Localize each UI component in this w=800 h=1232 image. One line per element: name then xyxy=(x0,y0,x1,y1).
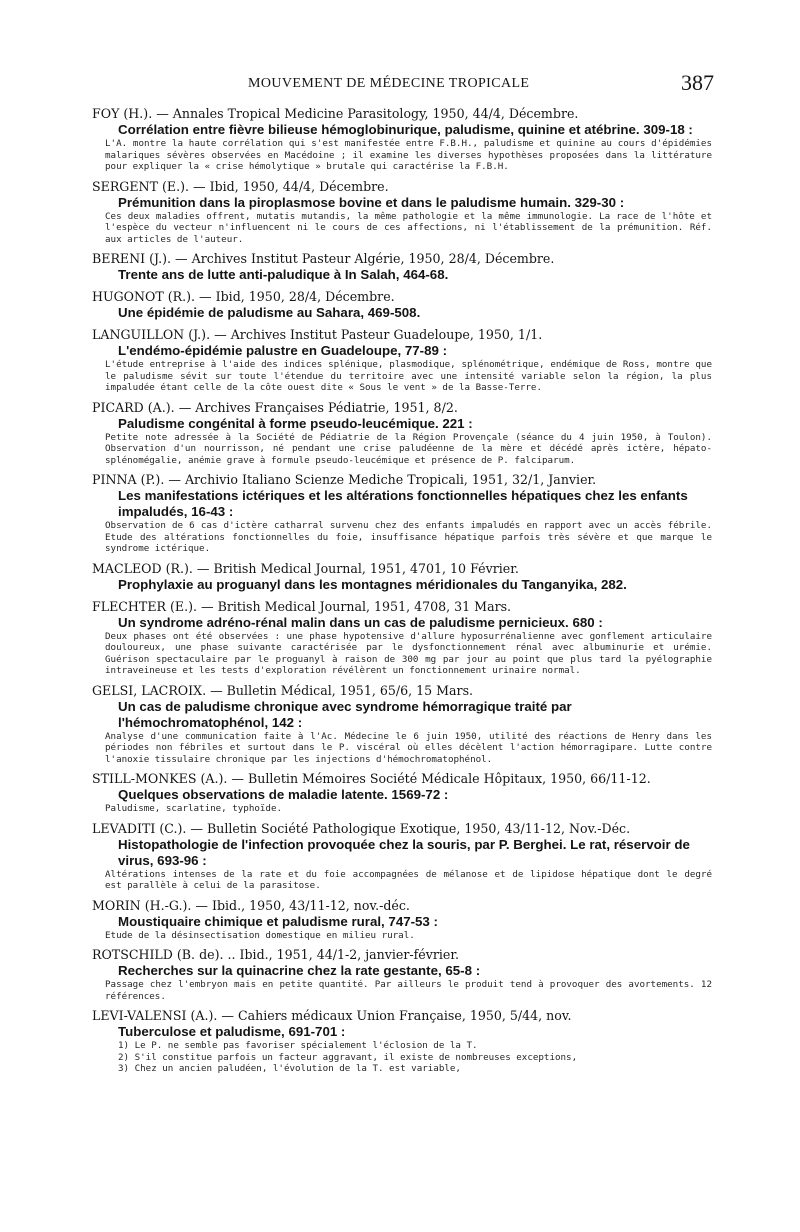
entry-title: Histopathologie de l'infection provoquée chez la souris, par P. Berghei. Le rat, réservoir de virus, 693-96 : xyxy=(118,836,690,868)
entry-title: Paludisme congénital à forme pseudo-leucémique. 221 : xyxy=(118,415,473,431)
bibliography-entry xyxy=(92,1008,714,1075)
entry-citation: FLECHTER (E.). — British Medical Journal, 1951, 4708, 31 Mars. xyxy=(92,598,512,614)
entry-title: Recherches sur la quinacrine chez la rate gestante, 65-8 : xyxy=(118,963,481,978)
entry-citation: SERGENT (E.). — Ibid, 1950, 44/4, Décembre. xyxy=(92,178,389,194)
entry-title: Quelques observations de maladie latente. 1569-72 : xyxy=(118,787,449,802)
bibliography-entry xyxy=(92,179,714,246)
entry-abstract: Petite note adressée à la Société de Pédiatrie de la Région Provençale (séance du 4 juin 1950, à Toulon). Observation d'un nourrisson, né pendant une crise paludéenne de la mère et décédé après ictère, hépato-splénomégalie, anémie grave à formule pseudo-leucémique et présence de P. falciparum. xyxy=(105,431,712,466)
entry-citation: MACLEOD (R.). — British Medical Journal, 1951, 4701, 10 Février. xyxy=(92,560,519,576)
entry-abstract: Paludisme, scarlatine, typhoïde. xyxy=(105,803,283,814)
entry-title: Corrélation entre fièvre bilieuse hémoglobinurique, paludisme, quinine et atébrine. 309-18 : xyxy=(118,122,693,137)
bibliography-entry xyxy=(92,599,714,677)
bibliography-entry xyxy=(92,771,714,815)
entry-citation: STILL-MONKES (A.). — Bulletin Mémoires Société Médicale Hôpitaux, 1950, 66/11-12. xyxy=(92,771,651,786)
entry-abstract: L'A. montre la haute corrélation qui s'est manifestée entre F.B.H., paludisme et quinine au cours d'épidémies malariques sévères observées en Macédoine ; il examine les diverses hypothèses proposées dans la littérature pour expliquer la « crise hémolytique » brutale qui caractérise la F.B.H. xyxy=(105,138,712,172)
entry-citation: MORIN (H.-G.). — Ibid., 1950, 43/11-12, nov.-déc. xyxy=(92,897,410,913)
entry-citation: GELSI, LACROIX. — Bulletin Médical, 1951, 65/6, 15 Mars. xyxy=(92,682,474,698)
entry-citation: HUGONOT (R.). — Ibid, 1950, 28/4, Décembre. xyxy=(92,289,395,304)
entry-citation: ROTSCHILD (B. de). .. Ibid., 1951, 44/1-2, janvier-février. xyxy=(92,947,460,962)
entry-citation: LEVI-VALENSI (A.). — Cahiers médicaux Union Française, 1950, 5/44, nov. xyxy=(92,1008,572,1023)
entry-title: Les manifestations ictériques et les altérations fonctionnelles hépatiques chez les enfants impaludés, 16-43 : xyxy=(118,488,688,519)
entry-abstract: Etude de la désinsectisation domestique en milieu rural. xyxy=(105,929,415,941)
entry-title: Trente ans de lutte anti-paludique à In Salah, 464-68. xyxy=(118,267,449,282)
entry-title: Un cas de paludisme chronique avec syndrome hémorragique traité par l'hémochromatophénol, 142 : xyxy=(118,698,572,730)
entry-title: Une épidémie de paludisme au Sahara, 469-508. xyxy=(118,305,421,320)
bibliography-entry xyxy=(92,472,714,555)
running-head: MOUVEMENT DE MÉDECINE TROPICALE xyxy=(248,76,530,91)
bibliography-entry xyxy=(92,251,714,283)
entry-abstract: Analyse d'une communication faite à l'Ac. Médecine le 6 juin 1950, utilité des réactions de Henry dans les périodes non fébriles et surtout dans le P. viscéral où elles décèlent l'action hémorragipare. Lutte contre l'anoxie tissulaire chronique par les injections d'hémochromatophénol. xyxy=(105,730,712,765)
entry-abstract: 2) S'il constitue parfois un facteur aggravant, il existe de nombreuses exceptions, xyxy=(118,1051,578,1063)
entry-citation: LANGUILLON (J.). — Archives Institut Pasteur Guadeloupe, 1950, 1/1. xyxy=(92,327,543,342)
bibliography-entry xyxy=(92,947,714,1002)
entry-title: L'endémo-épidémie palustre en Guadeloupe, 77-89 : xyxy=(118,343,448,358)
entry-abstract: Passage chez l'embryon mais en petite quantité. Par ailleurs le produit tend à provoquer des avortements. 12 références. xyxy=(105,979,712,1002)
bibliography-entry xyxy=(92,898,714,942)
entry-abstract: 3) Chez un ancien paludéen, l'évolution de la T. est variable, xyxy=(118,1063,461,1074)
bibliography-entry xyxy=(92,400,714,467)
entry-title: Prophylaxie au proguanyl dans les montagnes méridionales du Tanganyika, 282. xyxy=(118,576,627,592)
entry-citation: PINNA (P.). — Archivio Italiano Scienze Mediche Tropicali, 1951, 32/1, Janvier. xyxy=(92,472,597,487)
bibliography-entry xyxy=(92,683,714,766)
bibliography-entry xyxy=(92,289,714,321)
entry-title: Prémunition dans la piroplasmose bovine et dans le paludisme humain. 329-30 : xyxy=(118,194,625,210)
entry-abstract: L'étude entreprise à l'aide des indices splénique, plasmodique, splénométrique, endémique de Ross, montre que le paludisme sévit sur toute l'étendue du territoire avec une intensité variable selon la région, la plus impaludée étant celle de la côte ouest dite « Sous le vent » de la Basse-Terre. xyxy=(105,359,712,393)
bibliography-list xyxy=(92,106,714,1081)
entry-citation: PICARD (A.). — Archives Françaises Pédiatrie, 1951, 8/2. xyxy=(92,399,458,415)
bibliography-entry xyxy=(92,327,714,394)
entry-abstract: Altérations intenses de la rate et du foie accompagnées de mélanose et de lipidose hépatique dont le degré est parallèle à celui de la parasitose. xyxy=(105,868,712,891)
entry-citation: BERENI (J.). — Archives Institut Pasteur Algérie, 1950, 28/4, Décembre. xyxy=(92,251,555,266)
page-header xyxy=(240,70,720,96)
bibliography-entry xyxy=(92,106,714,173)
entry-citation: FOY (H.). — Annales Tropical Medicine Parasitology, 1950, 44/4, Décembre. xyxy=(92,106,579,121)
entry-abstract: Deux phases ont été observées : une phase hypotensive d'allure hyposurrénalienne avec gonflement articulaire douloureux, une phase suivante caractérisée par le dysfonctionnement rénal avec albuminurie et urémie. Guérison spectaculaire par le proguanyl à raison de 300 mg par jour au point que plus tard la pyélographie intraveineuse et les tests d'exploration révélèrent un fonctionnement urinaire normal. xyxy=(105,630,712,676)
entry-abstract: Observation de 6 cas d'ictère catharral survenu chez des enfants impaludés en rapport avec un accès fébrile. Etude des altérations fonctionnelles du foie, insuffisance hépatique parfois très sévère et que marque le syndrome ictérique. xyxy=(105,520,712,554)
bibliography-entry xyxy=(92,821,714,892)
bibliography-entry xyxy=(92,561,714,593)
page-number: 387 xyxy=(681,70,714,95)
entry-abstract: Ces deux maladies offrent, mutatis mutandis, la même pathologie et la même immunologie. La race de l'hôte et l'espèce du vecteur n'influencent ni le cours de ces affections, ni l'établissement de la prémunition. Réf. aux articles de l'auteur. xyxy=(105,210,712,245)
entry-citation: LEVADITI (C.). — Bulletin Société Pathologique Exotique, 1950, 43/11-12, Nov.-Déc. xyxy=(92,820,631,836)
entry-abstract: 1) Le P. ne semble pas favoriser spécialement l'éclosion de la T. xyxy=(118,1040,478,1051)
entry-title: Un syndrome adréno-rénal malin dans un cas de paludisme pernicieux. 680 : xyxy=(118,614,603,630)
entry-title: Moustiquaire chimique et paludisme rural, 747-53 : xyxy=(118,913,438,929)
entry-title: Tuberculose et paludisme, 691-701 : xyxy=(118,1024,346,1039)
